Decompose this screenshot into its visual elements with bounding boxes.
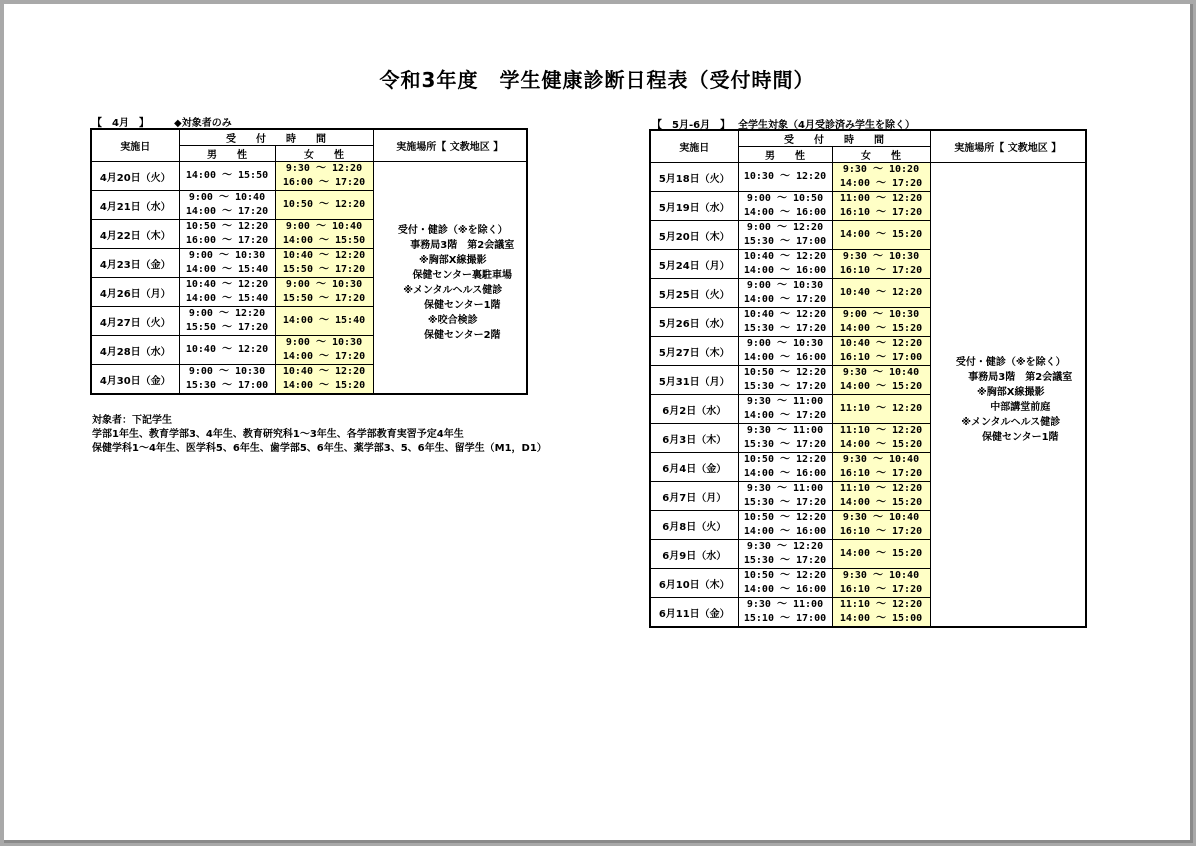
time-range: 10:40 ～ 12:20 [282,366,366,377]
female-time-cell [832,308,930,337]
time-range: 14:00 ～ 17:20 [839,178,923,189]
date-cell: 6月7日（月） [650,482,738,511]
time-range: 16:10 ～ 17:20 [839,526,923,537]
time-range: 10:40 ～ 12:20 [185,344,269,355]
date-cell: 5月25日（火） [650,279,738,308]
time-range: 14:00 ～ 16:00 [743,265,827,276]
male-time-cell [179,336,275,365]
female-time-cell [275,220,373,249]
document-page [4,4,1193,843]
location-cell [373,162,527,395]
female-header: 女 性 [832,147,930,163]
location-line: ※咬合検診 [427,314,478,326]
location-line: ※メンタルヘルス健診 [403,284,503,296]
time-range: 14:00 ～ 15:50 [282,235,366,246]
time-range: 10:40 ～ 12:20 [282,250,366,261]
date-cell: 4月27日（火） [91,307,179,336]
time-range: 14:00 ～ 15:50 [185,170,269,181]
time-range: 9:30 ～ 11:00 [746,599,824,610]
time-range: 9:00 ～ 10:50 [746,193,824,204]
time-range: 11:10 ～ 12:20 [839,403,923,414]
april-schedule-table [90,128,528,395]
time-range: 9:00 ～ 12:20 [188,308,266,319]
female-time-cell [832,250,930,279]
date-cell: 4月22日（木） [91,220,179,249]
time-range: 9:00 ～ 10:30 [285,279,363,290]
april-target-label: ◆対象者のみ [174,118,232,129]
male-header: 男 性 [179,146,275,162]
date-cell: 4月21日（水） [91,191,179,220]
male-time-cell [179,307,275,336]
date-cell: 6月11日（金） [650,598,738,628]
time-range: 9:00 ～ 10:40 [188,192,266,203]
male-time-cell [738,192,832,221]
reception-time-header: 受 付 時 間 [738,130,930,147]
time-range: 10:50 ～ 12:20 [282,199,366,210]
page-title: 令和3年度 学生健康診断日程表（受付時間） [379,68,815,92]
date-cell: 5月19日（水） [650,192,738,221]
male-time-cell [738,424,832,453]
time-range: 9:30 ～ 11:00 [746,396,824,407]
time-range: 9:30 ～ 12:20 [285,163,363,174]
female-time-cell [832,598,930,628]
male-time-cell [738,395,832,424]
time-range: 14:00 ～ 15:20 [839,439,923,450]
female-time-cell [832,337,930,366]
male-time-cell [738,598,832,628]
time-range: 9:00 ～ 10:30 [188,250,266,261]
april-period-label: 【 4月 】 [92,118,149,129]
location-line: 保健センター1階 [423,299,501,311]
male-time-cell [179,278,275,307]
time-range: 15:30 ～ 17:20 [743,439,827,450]
male-time-cell [738,511,832,540]
location-line: 保健センター2階 [423,329,501,341]
time-range: 11:10 ～ 12:20 [839,599,923,610]
date-cell: 6月4日（金） [650,453,738,482]
female-time-cell [275,162,373,191]
female-time-cell [832,482,930,511]
time-range: 15:50 ～ 17:20 [282,264,366,275]
female-time-cell [832,366,930,395]
mayjune-period-label: 【 5月-6月 】 [652,120,731,131]
location-line: ※胸部X線撮影 [419,254,487,266]
time-range: 14:00 ～ 16:00 [743,584,827,595]
date-header: 実施日 [91,129,179,162]
location-line: 中部講堂前庭 [990,401,1051,413]
time-range: 14:00 ～ 16:00 [743,352,827,363]
time-range: 10:50 ～ 12:20 [743,512,827,523]
female-time-cell [832,569,930,598]
male-time-cell [738,482,832,511]
time-range: 9:00 ～ 10:30 [188,366,266,377]
time-range: 16:10 ～ 17:20 [839,584,923,595]
location-cell [930,163,1086,628]
male-time-cell [738,308,832,337]
date-cell: 5月27日（木） [650,337,738,366]
time-range: 10:40 ～ 12:20 [185,279,269,290]
female-header: 女 性 [275,146,373,162]
time-range: 15:30 ～ 17:20 [743,323,827,334]
schedule-row [91,162,527,191]
date-cell: 6月3日（木） [650,424,738,453]
time-range: 16:00 ～ 17:20 [185,235,269,246]
time-range: 9:00 ～ 10:30 [746,338,824,349]
time-range: 9:00 ～ 10:30 [746,280,824,291]
time-range: 14:00 ～ 17:20 [743,294,827,305]
female-time-cell [275,278,373,307]
male-time-cell [738,366,832,395]
time-range: 9:30 ～ 10:40 [842,454,920,465]
date-cell: 6月8日（火） [650,511,738,540]
female-time-cell [832,279,930,308]
location-line: 受付・健診（※を除く） [955,356,1066,368]
male-time-cell [738,540,832,569]
time-range: 14:00 ～ 15:40 [282,315,366,326]
female-time-cell [832,395,930,424]
female-time-cell [832,163,930,192]
male-time-cell [738,250,832,279]
time-range: 14:00 ～ 15:40 [185,293,269,304]
male-time-cell [738,453,832,482]
time-range: 10:40 ～ 12:20 [839,338,923,349]
female-time-cell [275,307,373,336]
date-cell: 4月20日（火） [91,162,179,191]
time-range: 14:00 ～ 17:20 [743,410,827,421]
date-cell: 4月28日（水） [91,336,179,365]
time-range: 14:00 ～ 15:20 [839,548,923,559]
mayjune-schedule-table [649,129,1087,628]
location-line: 事務局3階 第2会議室 [410,239,515,251]
male-time-cell [738,279,832,308]
time-range: 15:30 ～ 17:00 [185,380,269,391]
time-range: 15:50 ～ 17:20 [282,293,366,304]
time-range: 14:00 ～ 17:20 [185,206,269,217]
time-range: 9:00 ～ 10:30 [285,337,363,348]
time-range: 16:10 ～ 17:20 [839,468,923,479]
date-cell: 5月18日（火） [650,163,738,192]
date-header: 実施日 [650,130,738,163]
time-range: 14:00 ～ 15:40 [185,264,269,275]
female-time-cell [832,511,930,540]
time-range: 10:50 ～ 12:20 [185,221,269,232]
time-range: 10:50 ～ 12:20 [743,570,827,581]
time-range: 10:40 ～ 12:20 [743,309,827,320]
location-header: 実施場所【 文教地区 】 [930,130,1086,163]
female-time-cell [275,249,373,278]
time-range: 14:00 ～ 15:00 [839,613,923,624]
time-range: 16:10 ～ 17:20 [839,265,923,276]
time-range: 14:00 ～ 15:20 [839,323,923,334]
location-line: 受付・健診（※を除く） [397,224,508,236]
female-time-cell [832,540,930,569]
time-range: 14:00 ～ 15:20 [839,229,923,240]
male-time-cell [179,162,275,191]
time-range: 9:30 ～ 11:00 [746,425,824,436]
time-range: 9:00 ～ 12:20 [746,222,824,233]
female-time-cell [275,191,373,220]
date-cell: 5月20日（木） [650,221,738,250]
time-range: 9:00 ～ 10:40 [285,221,363,232]
date-cell: 5月24日（月） [650,250,738,279]
male-time-cell [179,191,275,220]
time-range: 9:00 ～ 10:30 [842,309,920,320]
schedule-row [650,163,1086,192]
time-range: 10:40 ～ 12:20 [839,287,923,298]
time-range: 15:30 ～ 17:20 [743,381,827,392]
female-time-cell [275,365,373,395]
male-time-cell [179,365,275,395]
date-cell: 6月10日（木） [650,569,738,598]
date-cell: 4月26日（月） [91,278,179,307]
time-range: 9:30 ～ 10:40 [842,367,920,378]
location-line: 保健センター裏駐車場 [412,269,513,281]
male-time-cell [179,220,275,249]
date-cell: 4月30日（金） [91,365,179,395]
time-range: 11:00 ～ 12:20 [839,193,923,204]
female-time-cell [275,336,373,365]
time-range: 15:10 ～ 17:00 [743,613,827,624]
female-time-cell [832,453,930,482]
time-range: 14:00 ～ 15:20 [839,381,923,392]
date-cell: 6月2日（水） [650,395,738,424]
date-cell: 5月26日（水） [650,308,738,337]
time-range: 9:30 ～ 10:40 [842,512,920,523]
time-range: 9:30 ～ 10:20 [842,164,920,175]
time-range: 11:10 ～ 12:20 [839,483,923,494]
time-range: 15:30 ～ 17:00 [743,236,827,247]
time-range: 14:00 ～ 16:00 [743,526,827,537]
time-range: 10:50 ～ 12:20 [743,454,827,465]
time-range: 15:30 ～ 17:20 [743,497,827,508]
time-range: 14:00 ～ 15:20 [282,380,366,391]
location-line: 保健センター1階 [981,431,1059,443]
time-range: 16:10 ～ 17:00 [839,352,923,363]
time-range: 16:10 ～ 17:20 [839,207,923,218]
note-line: 学部1年生、教育学部3、4年生、教育研究科1～3年生、各学部教育実習予定4年生 [92,429,464,440]
note-line: 対象者：下記学生 [92,415,172,426]
date-cell: 5月31日（月） [650,366,738,395]
time-range: 15:30 ～ 17:20 [743,555,827,566]
male-time-cell [179,249,275,278]
male-header: 男 性 [738,147,832,163]
reception-time-header: 受 付 時 間 [179,129,373,146]
note-line: 保健学科1～4年生、医学科5、6年生、歯学部5、6年生、薬学部3、5、6年生、留学生（M1，D1） [92,443,547,454]
male-time-cell [738,569,832,598]
time-range: 9:30 ～ 10:40 [842,570,920,581]
time-range: 11:10 ～ 12:20 [839,425,923,436]
location-line: ※メンタルヘルス健診 [961,416,1061,428]
time-range: 9:30 ～ 12:20 [746,541,824,552]
time-range: 10:40 ～ 12:20 [743,251,827,262]
mayjune-target-label: 全学生対象（4月受診済み学生を除く） [738,120,915,131]
time-range: 15:50 ～ 17:20 [185,322,269,333]
female-time-cell [832,424,930,453]
time-range: 10:50 ～ 12:20 [743,367,827,378]
location-line: 事務局3階 第2会議室 [968,371,1073,383]
female-time-cell [832,192,930,221]
time-range: 14:00 ～ 17:20 [282,351,366,362]
time-range: 14:00 ～ 15:20 [839,497,923,508]
female-time-cell [832,221,930,250]
time-range: 14:00 ～ 16:00 [743,207,827,218]
target-students-note [92,414,547,456]
time-range: 16:00 ～ 17:20 [282,177,366,188]
time-range: 10:30 ～ 12:20 [743,171,827,182]
date-cell: 6月9日（水） [650,540,738,569]
time-range: 9:30 ～ 11:00 [746,483,824,494]
date-cell: 4月23日（金） [91,249,179,278]
location-header: 実施場所【 文教地区 】 [373,129,527,162]
male-time-cell [738,163,832,192]
time-range: 9:30 ～ 10:30 [842,251,920,262]
male-time-cell [738,337,832,366]
time-range: 14:00 ～ 16:00 [743,468,827,479]
male-time-cell [738,221,832,250]
location-line: ※胸部X線撮影 [977,386,1045,398]
